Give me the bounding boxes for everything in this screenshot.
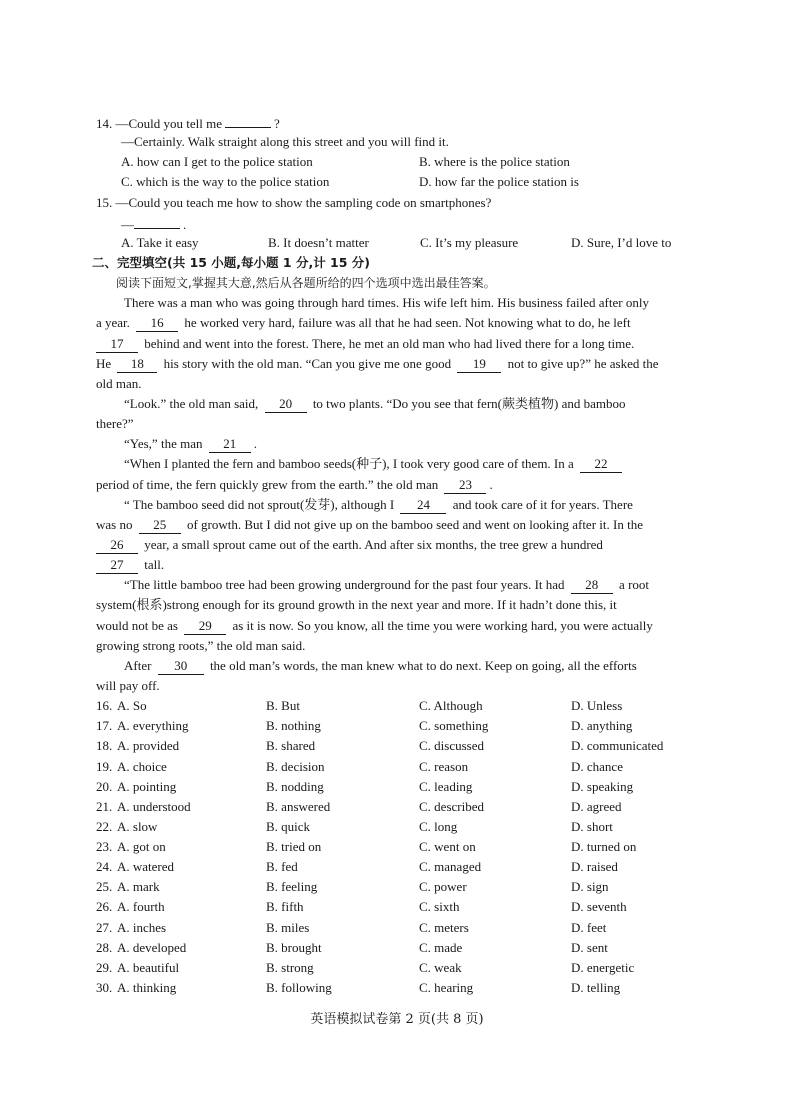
q14-stem [96,112,718,132]
choice-option-a: A. understood [117,798,191,814]
passage-text: . [253,436,257,452]
choice-option-b: B. strong [266,959,314,975]
choice-row [96,958,718,978]
choice-option-b: B. decision [266,758,325,774]
passage-line-6 [96,394,718,414]
choice-option-a: A. inches [117,919,167,935]
choice-option-b: B. following [266,980,332,996]
choice-number: 29. [96,959,113,975]
choice-option-c: C. made [419,939,463,955]
choices-list [96,696,718,998]
choice-option-b: B. answered [266,798,331,814]
blank-18: 18 [117,357,157,373]
passage-text: year, a small sprout came out of the earth. And after six months, the tree grew a hundred [144,536,603,552]
q15-option-b: B. It doesn’t matter [268,234,369,250]
choice-option-a: A. developed [117,939,187,955]
passage-line-14 [96,555,718,575]
passage-text: as it is now. So you know, all the time you were working hard, you were actually [232,617,653,633]
passage-text: the old man’s words, the man knew what to do next. Keep on going, all the efforts [209,657,637,673]
passage-line-9 [96,454,718,474]
choice-option-b: B. miles [266,919,310,935]
passage-line-7: there?” [96,416,134,432]
passage-text: “ The bamboo seed did not sprout(发芽), although I [124,496,395,512]
choice-option-b: B. fifth [266,899,304,915]
choice-option-a: A. thinking [117,980,177,996]
choice-option-d: D. raised [571,859,618,875]
blank-27: 27 [96,558,138,574]
blank-21: 21 [209,437,251,453]
q14-option-a: A. how can I get to the police station [121,154,313,170]
choice-option-b: B. brought [266,939,322,955]
q14-option-c: C. which is the way to the police station [121,174,330,190]
q15-option-d: D. Sure, I’d love to [571,234,672,250]
choice-option-a: A. provided [117,738,180,754]
passage-text: to two plants. “Do you see that fern(蕨类植物) and bamboo [312,395,626,411]
choice-option-d: D. anything [571,718,633,734]
choice-option-b: B. quick [266,818,311,834]
choice-number: 28. [96,939,113,955]
passage-text: his story with the old man. “Can you give me one good [163,355,452,371]
q15-options-row [96,233,718,253]
q15-option-a: A. Take it easy [121,234,199,250]
choice-option-d: D. Unless [571,698,623,714]
passage-text: of growth. But I did not give up on the bamboo seed and went on looking after it. In the [186,516,643,532]
choice-option-d: D. short [571,818,613,834]
choice-row [96,938,718,958]
passage-line-12 [96,515,718,535]
q14-options-row2 [96,172,718,192]
blank-29: 29 [184,619,226,635]
q15-reply-end: . [183,216,187,232]
choice-option-c: C. leading [419,778,473,794]
choice-option-d: D. sign [571,879,609,895]
q14-option-b: B. where is the police station [419,154,570,170]
choice-row [96,696,718,716]
choice-number: 25. [96,879,113,895]
choice-row [96,897,718,917]
q14-answer-blank [225,112,271,128]
choice-option-a: A. slow [117,818,158,834]
choice-option-c: C. Although [419,698,483,714]
choice-option-d: D. turned on [571,839,637,855]
choice-option-a: A. fourth [117,899,165,915]
blank-20: 20 [265,397,307,413]
choice-option-b: B. But [266,698,300,714]
choice-option-b: B. feeling [266,879,318,895]
choice-option-d: D. seventh [571,899,627,915]
choice-option-b: B. nothing [266,718,321,734]
blank-30: 30 [158,659,204,675]
blank-23: 23 [444,478,486,494]
choice-row [96,918,718,938]
passage-text: a year. [96,315,130,331]
choice-option-b: B. fed [266,859,298,875]
choice-option-c: C. sixth [419,899,460,915]
passage-text: behind and went into the forest. There, he met an old man who had lived there for a long time. [144,335,635,351]
passage-text: and took care of it for years. There [452,496,633,512]
page-footer: 英语模拟试卷第 2 页(共 8 页) [310,1012,484,1027]
q14-stem-text: 14. —Could you tell me [96,116,223,131]
q15-reply [96,213,718,233]
choice-row [96,757,718,777]
q15-answer-blank [134,213,180,229]
choice-number: 20. [96,778,113,794]
choice-option-c: C. went on [419,839,476,855]
choice-option-a: A. beautiful [117,959,180,975]
choice-option-c: C. power [419,879,467,895]
passage-text: . [489,476,493,492]
choice-row [96,736,718,756]
passage-text: period of time, the fern quickly grew from the earth.” the old man [96,476,439,492]
passage-line-18: growing strong roots,” the old man said. [96,637,306,653]
choice-option-a: A. watered [117,859,175,875]
passage-line-17 [96,616,718,636]
choice-option-c: C. reason [419,758,469,774]
choice-option-d: D. agreed [571,798,622,814]
q14-reply: —Certainly. Walk straight along this street and you will find it. [121,134,449,150]
choice-row [96,877,718,897]
choice-number: 24. [96,859,113,875]
blank-25: 25 [139,518,181,534]
choice-option-b: B. nodding [266,778,324,794]
choice-row [96,857,718,877]
passage-line-11 [96,495,718,515]
choice-option-a: A. got on [117,839,166,855]
passage-line-10 [96,475,718,495]
section-instruction: 阅读下面短文,掌握其大意,然后从各题所给的四个选项中选出最佳答案。 [116,276,496,291]
passage-text: was no [96,516,133,532]
passage-text: “Yes,” the man [124,436,203,452]
q15-option-c: C. It’s my pleasure [420,234,519,250]
choice-option-c: C. discussed [419,738,484,754]
exam-page [92,112,718,998]
choice-option-c: C. managed [419,859,482,875]
choice-option-d: D. speaking [571,778,634,794]
choice-number: 27. [96,919,113,935]
passage-line-5: old man. [96,375,142,391]
choice-option-c: C. weak [419,959,462,975]
choice-option-d: D. communicated [571,738,664,754]
passage-text: tall. [144,557,165,573]
choice-number: 23. [96,839,113,855]
choice-number: 26. [96,899,113,915]
choice-option-a: A. So [117,698,147,714]
choice-row [96,837,718,857]
choice-row [96,797,718,817]
choice-option-d: D. telling [571,980,621,996]
passage-line-1: There was a man who was going through hard times. His wife left him. His business failed after only [124,295,649,311]
blank-16: 16 [136,316,178,332]
passage-line-13 [96,535,718,555]
choice-option-c: C. meters [419,919,469,935]
blank-19: 19 [457,357,501,373]
choice-option-d: D. energetic [571,959,635,975]
choice-number: 30. [96,980,113,996]
q15-reply-prefix: — [121,216,134,232]
blank-26: 26 [96,538,138,554]
choice-option-a: A. mark [117,879,160,895]
passage-text: a root [619,577,650,593]
choice-row [96,716,718,736]
q14-options-row1 [96,152,718,172]
choice-number: 16. [96,698,113,714]
passage-text: not to give up?” he asked the [507,355,659,371]
choice-row [96,978,718,998]
passage-line-4 [96,354,718,374]
choice-number: 22. [96,818,113,834]
choice-row [96,777,718,797]
choice-option-d: D. feet [571,919,607,935]
choice-option-a: A. choice [117,758,167,774]
blank-28: 28 [571,578,613,594]
section-title: 二、完型填空(共 15 小题,每小题 1 分,计 15 分) [92,254,371,270]
choice-option-c: C. hearing [419,980,474,996]
choice-option-c: C. described [419,798,484,814]
choice-row [96,817,718,837]
passage-text: would not be as [96,617,178,633]
choice-option-a: A. pointing [117,778,177,794]
passage-text: “When I planted the fern and bamboo seeds(种子), I took very good care of them. In a [124,456,574,472]
blank-22: 22 [580,457,622,473]
passage-line-8 [96,434,718,454]
choice-option-a: A. everything [117,718,189,734]
passage-text: “The little bamboo tree had been growing underground for the past four years. It had [124,577,565,593]
q15-stem: 15. —Could you teach me how to show the sampling code on smartphones? [96,194,492,210]
choice-option-b: B. shared [266,738,316,754]
choice-option-d: D. chance [571,758,623,774]
choice-option-b: B. tried on [266,839,322,855]
choice-number: 21. [96,798,113,814]
passage-line-3 [96,334,718,354]
choice-number: 17. [96,718,113,734]
passage-text: He [96,355,112,371]
choice-number: 18. [96,738,113,754]
passage-text: he worked very hard, failure was all that he had seen. Not knowing what to do, he left [184,315,631,331]
choice-option-c: C. long [419,818,458,834]
passage-text: “Look.” the old man said, [124,395,259,411]
passage-line-19 [96,656,718,676]
blank-17: 17 [96,337,138,353]
passage-line-2 [96,313,718,333]
choice-number: 19. [96,758,113,774]
passage-text: After [124,657,152,673]
passage-line-16: system(根系)strong enough for its ground growth in the next year and more. If it hadn’t done this, it [96,597,617,613]
passage-line-15 [96,575,718,595]
passage-line-20: will pay off. [96,677,160,693]
choice-option-d: D. sent [571,939,608,955]
q14-option-d: D. how far the police station is [419,174,579,190]
choice-option-c: C. something [419,718,489,734]
q14-stem-end: ? [274,116,280,131]
blank-24: 24 [400,498,446,514]
